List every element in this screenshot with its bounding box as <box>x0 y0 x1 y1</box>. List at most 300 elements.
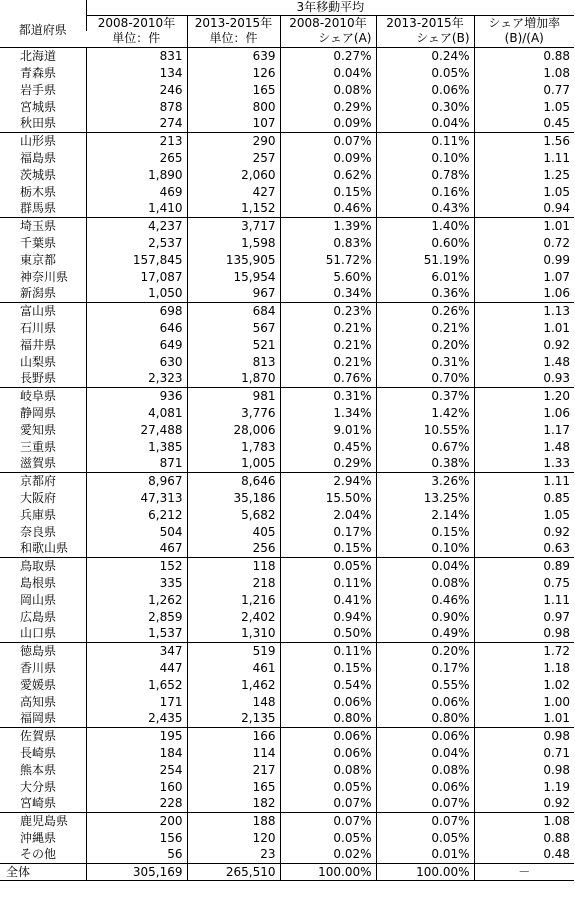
share-b-cell: 0.07% <box>376 812 474 829</box>
share-growth-cell: － <box>474 863 574 880</box>
count-2013-2015-cell: 1,462 <box>187 676 280 693</box>
prefecture-cell: 広島県 <box>20 609 57 624</box>
table-row <box>0 744 574 761</box>
prefecture-cell: 和歌山県 <box>20 541 69 556</box>
share-growth-cell: 1.48 <box>474 438 574 455</box>
share-b-cell: 0.10% <box>376 540 474 557</box>
prefecture-cell: 神奈川県 <box>20 269 69 284</box>
prefecture-cell: 京都府 <box>0 472 86 489</box>
share-b-cell: 0.31% <box>376 353 474 370</box>
share-a-cell: 0.29% <box>280 98 376 115</box>
share-b-cell: 0.04% <box>376 744 474 761</box>
table-row <box>0 217 574 234</box>
count-2008-2010-cell: 1,410 <box>86 200 187 217</box>
prefecture-cell: その他 <box>20 847 57 862</box>
prefecture-cell: 福井県 <box>20 337 57 352</box>
share-b-cell: 0.11% <box>376 132 474 149</box>
count-2008-2010-cell: 878 <box>86 98 187 115</box>
share-growth-cell: 1.19 <box>474 778 574 795</box>
table-row <box>0 132 574 149</box>
count-2013-2015-cell: 28,006 <box>187 421 280 438</box>
table-row <box>0 608 574 625</box>
share-b-cell: 1.42% <box>376 404 474 421</box>
count-2013-2015-cell: 114 <box>187 744 280 761</box>
share-growth-cell: 0.98 <box>474 625 574 642</box>
share-b-cell: 0.15% <box>376 523 474 540</box>
share-b-cell: 0.90% <box>376 608 474 625</box>
count-2013-2015-cell: 188 <box>187 812 280 829</box>
share-growth-cell: 0.92 <box>474 795 574 812</box>
share-b-cell: 0.24% <box>376 47 474 64</box>
table-row <box>0 438 574 455</box>
prefecture-cell: 静岡県 <box>20 405 57 420</box>
share-a-cell: 0.02% <box>280 846 376 863</box>
count-2008-2010-cell: 2,859 <box>86 608 187 625</box>
share-growth-cell: 0.88 <box>474 47 574 64</box>
share-a-cell: 0.15% <box>280 183 376 200</box>
prefecture-cell: 福岡県 <box>20 711 57 726</box>
count-2013-2015-cell: 148 <box>187 693 280 710</box>
share-b-cell: 0.06% <box>376 693 474 710</box>
count-2013-2015-cell: 256 <box>187 540 280 557</box>
table-row <box>0 625 574 642</box>
share-b-cell: 0.04% <box>376 115 474 132</box>
share-b-cell: 0.38% <box>376 455 474 472</box>
table-row <box>0 115 574 132</box>
share-a-cell: 0.09% <box>280 115 376 132</box>
share-b-cell: 0.46% <box>376 591 474 608</box>
count-2013-2015-cell: 1,216 <box>187 591 280 608</box>
count-2008-2010-cell: 171 <box>86 693 187 710</box>
table-row <box>0 370 574 387</box>
count-2013-2015-cell: 1,870 <box>187 370 280 387</box>
prefecture-cell: 新潟県 <box>20 286 57 301</box>
share-a-cell: 51.72% <box>280 251 376 268</box>
share-a-cell: 0.21% <box>280 336 376 353</box>
prefecture-cell: 山口県 <box>20 626 57 641</box>
prefecture-cell: 兵庫県 <box>20 507 57 522</box>
share-growth-cell: 1.02 <box>474 676 574 693</box>
count-2013-2015-cell: 8,646 <box>187 472 280 489</box>
prefecture-cell: 宮城県 <box>20 99 57 114</box>
count-2008-2010-cell: 254 <box>86 761 187 778</box>
prefecture-cell: 宮崎県 <box>20 796 57 811</box>
prefecture-header: 都道府県 <box>18 23 67 38</box>
table-row <box>0 353 574 370</box>
table-row <box>0 166 574 183</box>
count-2013-2015-cell: 405 <box>187 523 280 540</box>
share-a-cell: 2.94% <box>280 472 376 489</box>
count-2008-2010-cell: 936 <box>86 387 187 404</box>
prefecture-cell: 佐賀県 <box>0 727 86 744</box>
prefecture-cell: 鹿児島県 <box>0 812 86 829</box>
count-2008-2010-cell: 47,313 <box>86 489 187 506</box>
share-growth-cell: 1.05 <box>474 98 574 115</box>
share-b-cell: 1.40% <box>376 217 474 234</box>
count-2008-2010-cell: 649 <box>86 336 187 353</box>
share-a-cell: 0.11% <box>280 574 376 591</box>
share-growth-cell: 0.92 <box>474 523 574 540</box>
table-row <box>0 268 574 285</box>
count-2008-2010-cell: 871 <box>86 455 187 472</box>
count-2008-2010-cell: 698 <box>86 302 187 319</box>
count-2013-2015-cell: 118 <box>187 557 280 574</box>
prefecture-cell: 愛媛県 <box>20 677 57 692</box>
table-row <box>0 336 574 353</box>
count-2008-2010-cell: 347 <box>86 642 187 659</box>
count-2008-2010-cell: 1,890 <box>86 166 187 183</box>
share-b-cell: 0.78% <box>376 166 474 183</box>
share-a-cell: 0.09% <box>280 149 376 166</box>
share-a-cell: 0.06% <box>280 727 376 744</box>
table-row <box>0 64 574 81</box>
prefecture-cell: 香川県 <box>20 660 57 675</box>
count-2013-2015-cell: 257 <box>187 149 280 166</box>
share-growth-cell: 1.11 <box>474 149 574 166</box>
share-growth-cell: 1.07 <box>474 268 574 285</box>
prefecture-cell: 岐阜県 <box>0 387 86 404</box>
share-a-cell: 0.80% <box>280 710 376 727</box>
share-b-cell: 10.55% <box>376 421 474 438</box>
share-growth-cell: 0.92 <box>474 336 574 353</box>
share-growth-cell: 1.11 <box>474 591 574 608</box>
count-2013-2015-cell: 218 <box>187 574 280 591</box>
table-body <box>0 47 574 880</box>
col4-header-bottom: シェア(B) <box>376 31 474 47</box>
share-a-cell: 1.34% <box>280 404 376 421</box>
share-a-cell: 0.27% <box>280 47 376 64</box>
count-2008-2010-cell: 2,435 <box>86 710 187 727</box>
share-b-cell: 0.30% <box>376 98 474 115</box>
share-b-cell: 0.60% <box>376 234 474 251</box>
share-growth-cell: 1.06 <box>474 285 574 302</box>
count-2008-2010-cell: 831 <box>86 47 187 64</box>
table-row <box>0 183 574 200</box>
count-2008-2010-cell: 8,967 <box>86 472 187 489</box>
count-2008-2010-cell: 156 <box>86 829 187 846</box>
count-2013-2015-cell: 1,310 <box>187 625 280 642</box>
count-2013-2015-cell: 135,905 <box>187 251 280 268</box>
col5-header-bottom: (B)/(A) <box>474 31 574 47</box>
count-2008-2010-cell: 1,385 <box>86 438 187 455</box>
count-2008-2010-cell: 1,050 <box>86 285 187 302</box>
count-2008-2010-cell: 6,212 <box>86 506 187 523</box>
share-a-cell: 0.08% <box>280 761 376 778</box>
count-2013-2015-cell: 3,717 <box>187 217 280 234</box>
share-a-cell: 0.62% <box>280 166 376 183</box>
share-b-cell: 0.08% <box>376 574 474 591</box>
share-growth-cell: 0.94 <box>474 200 574 217</box>
prefecture-cell: 埼玉県 <box>0 217 86 234</box>
col5-header-top: シェア増加率 <box>474 15 574 31</box>
share-a-cell: 0.05% <box>280 557 376 574</box>
share-growth-cell: 1.20 <box>474 387 574 404</box>
table-row <box>0 319 574 336</box>
share-a-cell: 0.17% <box>280 523 376 540</box>
share-a-cell: 0.05% <box>280 829 376 846</box>
share-growth-cell: 1.08 <box>474 64 574 81</box>
three-year-moving-average-label: 3年移動平均 <box>86 0 574 15</box>
table-row <box>0 285 574 302</box>
count-2008-2010-cell: 195 <box>86 727 187 744</box>
count-2013-2015-cell: 684 <box>187 302 280 319</box>
table-row <box>0 523 574 540</box>
prefecture-cell: 鳥取県 <box>0 557 86 574</box>
share-growth-cell: 1.00 <box>474 693 574 710</box>
table-row <box>0 642 574 659</box>
share-a-cell: 0.06% <box>280 744 376 761</box>
count-2008-2010-cell: 157,845 <box>86 251 187 268</box>
share-a-cell: 0.76% <box>280 370 376 387</box>
share-growth-cell: 1.01 <box>474 710 574 727</box>
count-2008-2010-cell: 4,081 <box>86 404 187 421</box>
count-2008-2010-cell: 274 <box>86 115 187 132</box>
share-b-cell: 0.37% <box>376 387 474 404</box>
share-a-cell: 5.60% <box>280 268 376 285</box>
table-row <box>0 761 574 778</box>
share-a-cell: 0.21% <box>280 353 376 370</box>
share-growth-cell: 1.17 <box>474 421 574 438</box>
prefecture-cell: 福島県 <box>20 150 57 165</box>
table-row <box>0 812 574 829</box>
share-b-cell: 0.16% <box>376 183 474 200</box>
table-row <box>0 200 574 217</box>
table-row <box>0 81 574 98</box>
prefecture-cell: 群馬県 <box>20 201 57 216</box>
share-b-cell: 6.01% <box>376 268 474 285</box>
count-2008-2010-cell: 1,652 <box>86 676 187 693</box>
table-row <box>0 727 574 744</box>
table-row <box>0 659 574 676</box>
count-2008-2010-cell: 335 <box>86 574 187 591</box>
share-b-cell: 0.49% <box>376 625 474 642</box>
prefecture-cell: 岡山県 <box>20 592 57 607</box>
count-2008-2010-cell: 2,323 <box>86 370 187 387</box>
count-2013-2015-cell: 107 <box>187 115 280 132</box>
share-a-cell: 0.15% <box>280 540 376 557</box>
col2-header-bottom: 単位：件 <box>187 31 280 47</box>
count-2008-2010-cell: 2,537 <box>86 234 187 251</box>
share-b-cell: 0.70% <box>376 370 474 387</box>
share-a-cell: 0.15% <box>280 659 376 676</box>
table-row <box>0 795 574 812</box>
share-growth-cell: 0.63 <box>474 540 574 557</box>
share-a-cell: 0.08% <box>280 81 376 98</box>
count-2013-2015-cell: 1,598 <box>187 234 280 251</box>
count-2013-2015-cell: 1,783 <box>187 438 280 455</box>
share-growth-cell: 1.48 <box>474 353 574 370</box>
count-2013-2015-cell: 427 <box>187 183 280 200</box>
col2-header-top: 2013-2015年 <box>187 15 280 31</box>
share-b-cell: 0.67% <box>376 438 474 455</box>
share-growth-cell: 1.25 <box>474 166 574 183</box>
prefecture-cell: 徳島県 <box>0 642 86 659</box>
count-2013-2015-cell: 265,510 <box>187 863 280 880</box>
prefecture-cell: 長野県 <box>20 371 57 386</box>
prefecture-cell: 熊本県 <box>20 762 57 777</box>
share-a-cell: 0.46% <box>280 200 376 217</box>
count-2013-2015-cell: 1,152 <box>187 200 280 217</box>
prefecture-cell: 全体 <box>0 863 86 880</box>
col1-header-bottom: 単位：件 <box>112 31 161 46</box>
count-2008-2010-cell: 1,262 <box>86 591 187 608</box>
col3-header-bottom: シェア(A) <box>280 31 376 47</box>
prefecture-cell: 沖縄県 <box>20 830 57 845</box>
count-2013-2015-cell: 800 <box>187 98 280 115</box>
table-row <box>0 574 574 591</box>
table-row <box>0 540 574 557</box>
share-a-cell: 0.06% <box>280 693 376 710</box>
prefecture-cell: 青森県 <box>20 65 57 80</box>
prefecture-cell: 大阪府 <box>20 490 57 505</box>
share-growth-cell: 1.05 <box>474 506 574 523</box>
share-a-cell: 0.07% <box>280 812 376 829</box>
count-2013-2015-cell: 165 <box>187 81 280 98</box>
col3-header-top: 2008-2010年 <box>280 15 376 31</box>
share-growth-cell: 0.85 <box>474 489 574 506</box>
prefecture-cell: 愛知県 <box>20 422 57 437</box>
share-growth-cell: 1.56 <box>474 132 574 149</box>
share-b-cell: 51.19% <box>376 251 474 268</box>
count-2013-2015-cell: 2,135 <box>187 710 280 727</box>
share-b-cell: 0.06% <box>376 81 474 98</box>
share-a-cell: 15.50% <box>280 489 376 506</box>
count-2013-2015-cell: 981 <box>187 387 280 404</box>
prefecture-cell: 千葉県 <box>20 235 57 250</box>
share-b-cell: 0.26% <box>376 302 474 319</box>
table-row <box>0 234 574 251</box>
count-2008-2010-cell: 630 <box>86 353 187 370</box>
count-2008-2010-cell: 200 <box>86 812 187 829</box>
share-b-cell: 3.26% <box>376 472 474 489</box>
share-b-cell: 0.43% <box>376 200 474 217</box>
share-a-cell: 0.50% <box>280 625 376 642</box>
table-row <box>0 251 574 268</box>
table-row <box>0 676 574 693</box>
share-growth-cell: 1.72 <box>474 642 574 659</box>
share-a-cell: 0.83% <box>280 234 376 251</box>
count-2008-2010-cell: 4,237 <box>86 217 187 234</box>
share-a-cell: 0.07% <box>280 132 376 149</box>
share-b-cell: 0.06% <box>376 778 474 795</box>
table-row <box>0 149 574 166</box>
prefecture-cell: 石川県 <box>20 320 57 335</box>
count-2008-2010-cell: 246 <box>86 81 187 98</box>
share-growth-cell: 1.01 <box>474 319 574 336</box>
share-b-cell: 0.04% <box>376 557 474 574</box>
table-row <box>0 455 574 472</box>
share-b-cell: 2.14% <box>376 506 474 523</box>
share-a-cell: 0.05% <box>280 778 376 795</box>
prefecture-cell: 長崎県 <box>20 745 57 760</box>
count-2013-2015-cell: 15,954 <box>187 268 280 285</box>
count-2013-2015-cell: 165 <box>187 778 280 795</box>
share-b-cell: 0.20% <box>376 642 474 659</box>
count-2008-2010-cell: 184 <box>86 744 187 761</box>
table-row <box>0 302 574 319</box>
share-growth-cell: 1.06 <box>474 404 574 421</box>
count-2013-2015-cell: 639 <box>187 47 280 64</box>
count-2008-2010-cell: 27,488 <box>86 421 187 438</box>
count-2013-2015-cell: 3,776 <box>187 404 280 421</box>
count-2008-2010-cell: 228 <box>86 795 187 812</box>
share-growth-cell: 1.01 <box>474 217 574 234</box>
count-2013-2015-cell: 217 <box>187 761 280 778</box>
share-growth-cell: 0.88 <box>474 829 574 846</box>
share-growth-cell: 0.98 <box>474 727 574 744</box>
share-growth-cell: 0.93 <box>474 370 574 387</box>
share-b-cell: 0.80% <box>376 710 474 727</box>
table-row <box>0 47 574 64</box>
share-b-cell: 100.00% <box>376 863 474 880</box>
prefecture-cell: 三重県 <box>20 439 57 454</box>
count-2013-2015-cell: 1,005 <box>187 455 280 472</box>
count-2013-2015-cell: 23 <box>187 846 280 863</box>
share-a-cell: 0.41% <box>280 591 376 608</box>
prefecture-cell: 大分県 <box>20 779 57 794</box>
prefecture-cell: 栃木県 <box>20 184 57 199</box>
count-2013-2015-cell: 126 <box>187 64 280 81</box>
table-row <box>0 472 574 489</box>
share-growth-cell: 1.13 <box>474 302 574 319</box>
share-growth-cell: 0.89 <box>474 557 574 574</box>
table-row <box>0 98 574 115</box>
table-row <box>0 778 574 795</box>
table-row <box>0 387 574 404</box>
share-a-cell: 2.04% <box>280 506 376 523</box>
share-a-cell: 9.01% <box>280 421 376 438</box>
count-2008-2010-cell: 152 <box>86 557 187 574</box>
share-a-cell: 0.31% <box>280 387 376 404</box>
share-a-cell: 0.34% <box>280 285 376 302</box>
count-2008-2010-cell: 134 <box>86 64 187 81</box>
count-2013-2015-cell: 35,186 <box>187 489 280 506</box>
share-b-cell: 0.07% <box>376 795 474 812</box>
table-row <box>0 404 574 421</box>
share-growth-cell: 1.33 <box>474 455 574 472</box>
count-2013-2015-cell: 813 <box>187 353 280 370</box>
prefecture-cell: 東京都 <box>20 252 57 267</box>
col1-header-top: 2008-2010年 <box>86 15 187 31</box>
share-b-cell: 0.06% <box>376 727 474 744</box>
share-b-cell: 13.25% <box>376 489 474 506</box>
share-b-cell: 0.20% <box>376 336 474 353</box>
count-2008-2010-cell: 305,169 <box>86 863 187 880</box>
count-2008-2010-cell: 467 <box>86 540 187 557</box>
count-2008-2010-cell: 265 <box>86 149 187 166</box>
count-2013-2015-cell: 2,402 <box>187 608 280 625</box>
count-2013-2015-cell: 290 <box>187 132 280 149</box>
count-2013-2015-cell: 521 <box>187 336 280 353</box>
share-growth-cell: 1.11 <box>474 472 574 489</box>
share-a-cell: 0.07% <box>280 795 376 812</box>
prefecture-cell: 島根県 <box>20 575 57 590</box>
count-2013-2015-cell: 120 <box>187 829 280 846</box>
share-growth-cell: 1.05 <box>474 183 574 200</box>
share-growth-cell: 1.08 <box>474 812 574 829</box>
total-row <box>0 863 574 880</box>
table-row <box>0 421 574 438</box>
share-growth-cell: 0.72 <box>474 234 574 251</box>
share-a-cell: 0.21% <box>280 319 376 336</box>
share-a-cell: 1.39% <box>280 217 376 234</box>
count-2008-2010-cell: 1,537 <box>86 625 187 642</box>
count-2013-2015-cell: 2,060 <box>187 166 280 183</box>
count-2008-2010-cell: 504 <box>86 523 187 540</box>
share-a-cell: 0.94% <box>280 608 376 625</box>
share-b-cell: 0.21% <box>376 319 474 336</box>
share-a-cell: 0.29% <box>280 455 376 472</box>
